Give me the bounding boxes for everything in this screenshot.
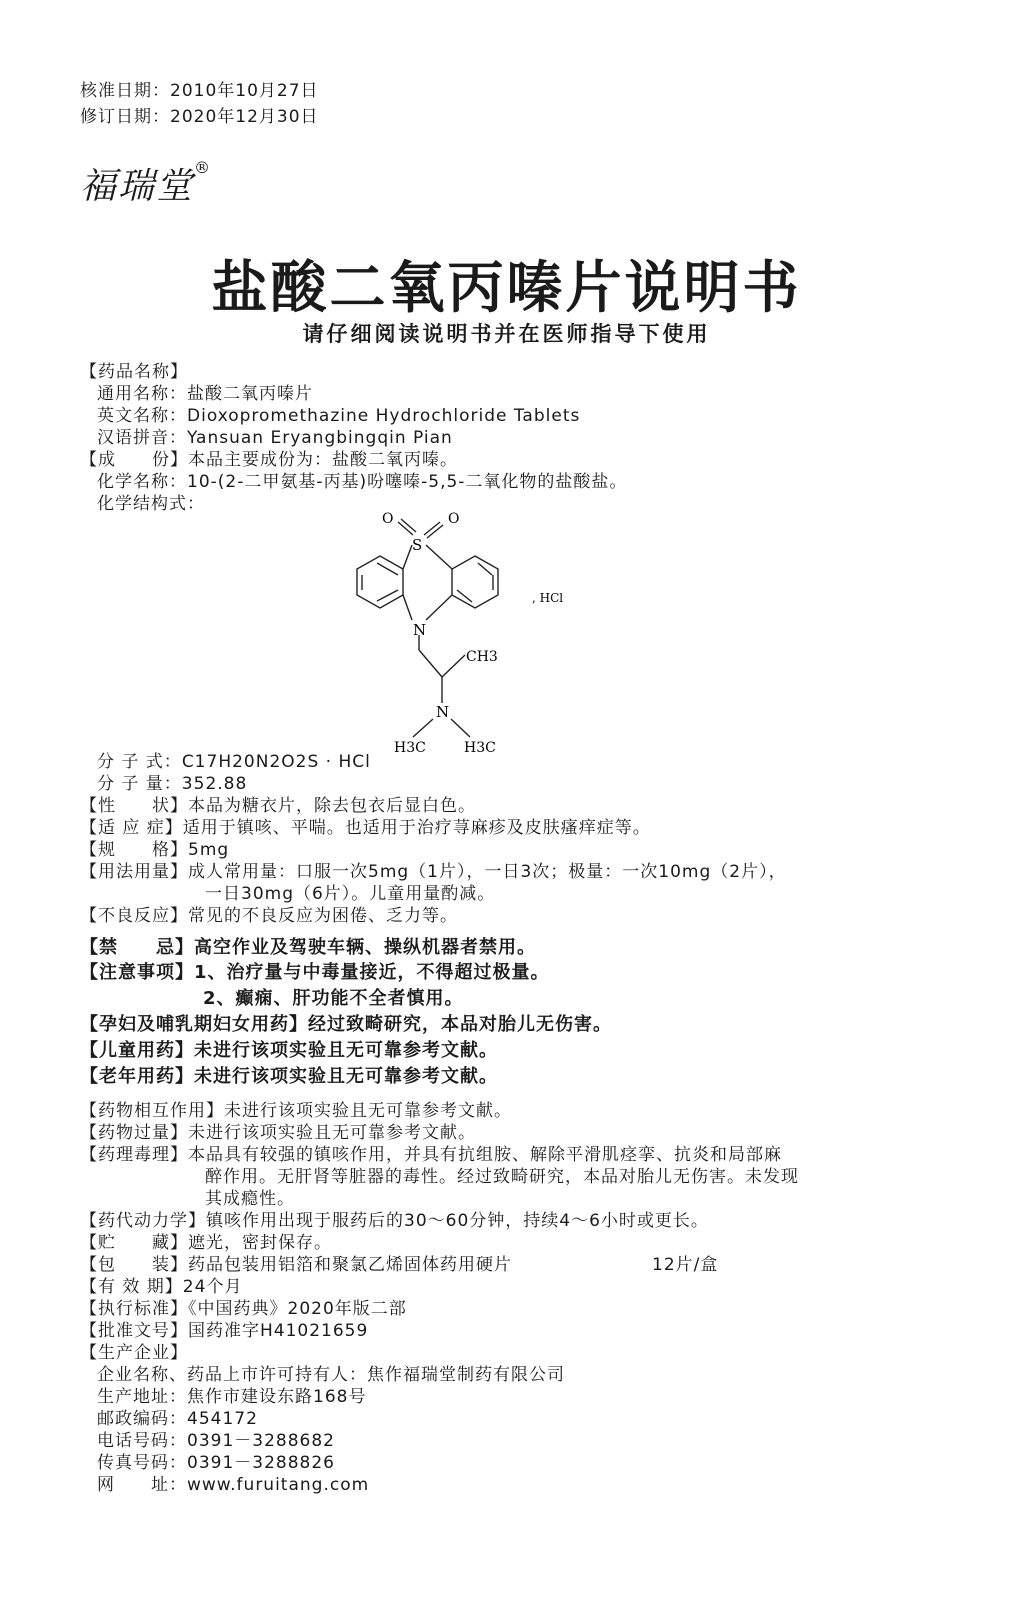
manufacturer-header: 【生产企业】 [80,1343,188,1363]
pharmacology-line-2: 醉作用。无肝肾等脏器的毒性。经过致畸研究，本品对胎儿无伤害。未发现 [205,1167,799,1187]
phone-number: 电话号码：0391－3288682 [97,1431,335,1451]
pharmacokinetics: 【药代动力学】镇咳作用出现于服药后的30～60分钟，持续4～6小时或更长。 [80,1211,709,1231]
pharmacology-line-1: 【药理毒理】本品具有较强的镇咳作用，并具有抗组胺、解除平滑肌痉挛、抗炎和局部麻 [80,1145,782,1165]
english-name: 英文名称：Dioxopromethazine Hydrochloride Tablets [97,406,581,426]
execution-standard: 【执行标准】《中国药典》2020年版二部 [80,1299,407,1319]
adverse-reactions: 【不良反应】常见的不良反应为困倦、乏力等。 [80,906,458,926]
specification: 【规 格】5mg [80,840,230,860]
approval-date: 核准日期：2010年10月27日 [80,81,319,101]
geriatric-use: 【老年用药】未进行该项实验且无可靠参考文献。 [80,1066,498,1087]
storage: 【贮 藏】遮光，密封保存。 [80,1233,332,1253]
molecular-weight: 分 子 量：352.88 [97,774,248,794]
precautions-line-2: 2、癫痫、肝功能不全者慎用。 [203,988,464,1009]
sulfur-label: S [412,536,423,554]
revision-date: 修订日期：2020年12月30日 [80,107,319,127]
nitrogen-label-amine: N [436,703,450,721]
dosage-line-1: 【用法用量】成人常用量：口服一次5mg（1片），一日3次；极量：一次10mg（2片）， [80,862,787,882]
website: 网 址：www.furuitang.com [97,1475,370,1495]
structure-label: 化学结构式： [97,494,205,514]
methyl-label-right: H3C [464,740,496,756]
precautions-line-1: 【注意事项】1、治疗量与中毒量接近，不得超过极量。 [80,962,550,983]
pediatric-use: 【儿童用药】未进行该项实验且无可靠参考文献。 [80,1040,498,1061]
pinyin-name: 汉语拼音：Yansuan Eryangbingqin Pian [97,428,453,448]
overdose: 【药物过量】未进行该项实验且无可靠参考文献。 [80,1123,476,1143]
validity: 【有 效 期】24个月 [80,1277,243,1297]
brand-name: 福瑞堂 [80,166,195,207]
approval-number: 【批准文号】国药准字H41021659 [80,1321,369,1341]
packaging-quantity: 12片/盒 [652,1255,719,1275]
oxygen-label-2: O [448,511,460,527]
dosage-line-2: 一日30mg（6片）。儿童用量酌减。 [205,884,496,904]
pregnancy-use: 【孕妇及哺乳期妇女用药】经过致畸研究，本品对胎儿无伤害。 [80,1014,612,1035]
nitrogen-label-ring: N [413,621,427,639]
appearance: 【性 状】本品为糖衣片，除去包衣后显白色。 [80,796,476,816]
chemical-structure [320,505,600,760]
generic-name: 通用名称：盐酸二氧丙嗪片 [97,384,313,404]
molecular-formula: C17H20N2O2S · HCl [181,752,371,772]
company-name: 企业名称、药品上市许可持有人：焦作福瑞堂制药有限公司 [97,1365,565,1385]
composition: 【成 份】本品主要成份为：盐酸二氧丙嗪。 [80,450,458,470]
formula-label: 分 子 式： [97,752,182,772]
formula-row [97,751,371,773]
chemical-name: 化学名称：10-(2-二甲氨基-丙基)吩噻嗪-5,5-二氧化物的盐酸盐。 [97,472,628,492]
drug-name-header: 【药品名称】 [80,362,188,382]
postal-code: 邮政编码：454172 [97,1409,258,1429]
drug-interactions: 【药物相互作用】未进行该项实验且无可靠参考文献。 [80,1101,512,1121]
indications: 【适 应 症】适用于镇咳、平喘。也适用于治疗荨麻疹及皮肤瘙痒症等。 [80,818,651,838]
hcl-label: , HCl [532,591,564,605]
packaging: 【包 装】药品包装用铝箔和聚氯乙烯固体药用硬片 [80,1255,512,1275]
contraindications: 【禁 忌】高空作业及驾驶车辆、操纵机器者禁用。 [80,937,536,958]
methyl-label-left: H3C [394,740,426,756]
production-address: 生产地址：焦作市建设东路168号 [97,1387,367,1407]
document-title: 盐酸二氧丙嗪片说明书 [211,255,802,321]
registered-mark: ® [194,158,213,177]
methyl-label: CH3 [466,649,498,665]
document-subtitle: 请仔细阅读说明书并在医师指导下使用 [302,322,711,346]
pharmacology-line-3: 其成瘾性。 [205,1189,295,1209]
oxygen-label-1: O [382,511,394,527]
fax-number: 传真号码：0391－3288826 [97,1453,335,1473]
brand-logo [80,158,212,209]
